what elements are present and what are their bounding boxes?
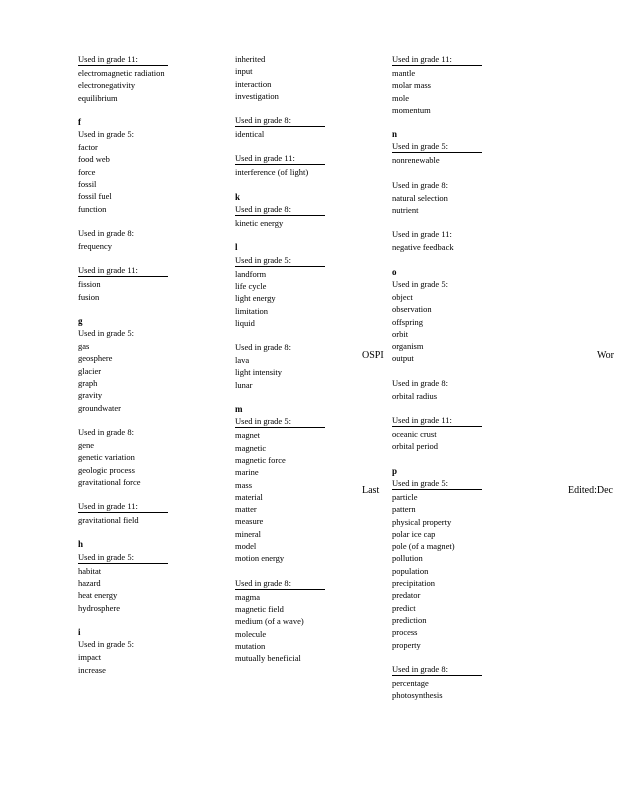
vocabulary-term: kinetic energy [235, 218, 284, 229]
term-group [78, 264, 168, 303]
term-group [78, 227, 168, 252]
grade-heading: Used in grade 8: [78, 426, 134, 437]
section-letter: m [235, 404, 243, 415]
grade-heading: Used in grade 5: [392, 278, 448, 289]
grade-heading: Used in grade 5: [78, 129, 134, 140]
grade-heading: Used in grade 5: [235, 416, 325, 428]
term-group [392, 377, 482, 402]
vocabulary-term: output [392, 353, 414, 364]
vocabulary-term: predict [392, 602, 416, 613]
vocabulary-term: mantle [392, 68, 416, 78]
vocabulary-term: inherited [235, 54, 266, 64]
term-group [78, 315, 168, 414]
vocabulary-term: liquid [235, 317, 255, 328]
vocabulary-term: genetic variation [78, 452, 135, 463]
term-group [235, 241, 325, 329]
vocabulary-term: equilibrium [78, 92, 118, 103]
term-group [235, 114, 325, 140]
vocabulary-term: nutrient [392, 205, 419, 216]
vocabulary-term: impact [78, 652, 102, 663]
section-letter: l [235, 242, 238, 253]
term-group [235, 403, 325, 565]
vocabulary-term: mutation [235, 640, 266, 651]
section-letter: f [78, 116, 81, 127]
vocabulary-term: percentage [392, 677, 429, 688]
vocabulary-term: pole (of a magnet) [392, 541, 455, 552]
vocabulary-term: organism [392, 341, 424, 352]
footer-label-edited: Edited:Dec [568, 485, 613, 496]
term-group [235, 152, 325, 178]
vocabulary-term: gravity [78, 390, 103, 401]
term-group [78, 626, 168, 676]
term-group [235, 577, 325, 665]
vocabulary-term: momentum [392, 104, 431, 115]
vocabulary-term: groundwater [78, 402, 121, 413]
section-letter: g [78, 315, 83, 326]
vocabulary-term: fossil [78, 179, 97, 190]
vocabulary-term: mole [392, 92, 409, 103]
grade-heading: Used in grade 11: [78, 265, 168, 277]
vocabulary-term: mutually beneficial [235, 653, 301, 664]
vocabulary-term: photosynthesis [392, 690, 443, 701]
vocabulary-term: orbit [392, 328, 409, 339]
vocabulary-term: offspring [392, 316, 424, 327]
term-group [78, 116, 168, 215]
grade-heading: Used in grade 8: [392, 179, 448, 190]
vocabulary-term: oceanic crust [392, 429, 437, 440]
glossary-column-2 [235, 53, 325, 676]
vocabulary-term: lava [235, 355, 250, 366]
term-group [392, 414, 482, 453]
vocabulary-term: light intensity [235, 367, 282, 378]
term-group [78, 53, 168, 104]
vocabulary-term: interference (of light) [235, 167, 309, 178]
term-group [235, 191, 325, 230]
vocabulary-term: orbital period [392, 441, 439, 452]
vocabulary-term: hazard [78, 578, 101, 589]
grade-heading: Used in grade 5: [392, 478, 482, 490]
grade-heading: Used in grade 5: [392, 141, 482, 153]
vocabulary-term: limitation [235, 305, 269, 316]
vocabulary-term: precipitation [392, 578, 435, 589]
vocabulary-term: input [235, 66, 253, 77]
vocabulary-term: electronegativity [78, 80, 136, 91]
vocabulary-term: object [392, 291, 413, 302]
footer-label-wor: Wor [597, 350, 614, 361]
vocabulary-term: life cycle [235, 280, 267, 291]
term-group [392, 266, 482, 365]
term-group [392, 465, 482, 651]
term-group [392, 128, 482, 167]
vocabulary-term: prediction [392, 614, 427, 625]
glossary-column-3 [392, 53, 482, 713]
vocabulary-term: force [78, 166, 96, 177]
vocabulary-term: interaction [235, 78, 272, 89]
vocabulary-term: food web [78, 154, 110, 165]
grade-heading: Used in grade 8: [235, 115, 325, 127]
vocabulary-term: increase [78, 664, 106, 675]
vocabulary-term: measure [235, 516, 264, 527]
grade-heading: Used in grade 8: [392, 377, 448, 388]
vocabulary-term: orbital radius [392, 390, 438, 401]
vocabulary-term: lunar [235, 379, 253, 390]
vocabulary-term: gravitational field [78, 515, 139, 526]
term-group [78, 500, 168, 526]
vocabulary-term: predator [392, 590, 421, 601]
vocabulary-term: material [235, 491, 263, 502]
vocabulary-term: polar ice cap [392, 528, 436, 539]
vocabulary-term: mass [235, 479, 252, 490]
vocabulary-term: negative feedback [392, 242, 454, 253]
vocabulary-term: gas [78, 341, 90, 352]
vocabulary-term: magnetic field [235, 603, 284, 614]
grade-heading: Used in grade 8: [392, 664, 482, 676]
grade-heading: Used in grade 11: [392, 54, 482, 66]
vocabulary-term: particle [392, 491, 418, 502]
vocabulary-term: pattern [392, 504, 416, 515]
term-group [78, 538, 168, 613]
term-group [392, 179, 482, 217]
vocabulary-term: population [392, 565, 429, 576]
vocabulary-term: pollution [392, 553, 423, 564]
grade-heading: Used in grade 11: [392, 229, 452, 240]
vocabulary-term: gravitational force [78, 476, 141, 487]
grade-heading: Used in grade 11: [78, 501, 168, 513]
section-letter: p [392, 465, 398, 476]
glossary-column-1 [78, 53, 168, 688]
vocabulary-term: electromagnetic radiation [78, 68, 165, 78]
vocabulary-term: graph [78, 378, 98, 389]
vocabulary-term: hydrosphere [78, 602, 121, 613]
section-letter: h [78, 539, 84, 550]
vocabulary-term: mineral [235, 528, 261, 539]
vocabulary-term: fossil fuel [78, 191, 112, 202]
grade-heading: Used in grade 5: [78, 328, 134, 339]
grade-heading: Used in grade 8: [235, 578, 325, 590]
vocabulary-term: model [235, 541, 257, 552]
vocabulary-term: matter [235, 504, 257, 515]
vocabulary-term: marine [235, 467, 259, 478]
grade-heading: Used in grade 5: [78, 639, 134, 650]
vocabulary-term: molecule [235, 628, 267, 639]
footer-label-last: Last [362, 485, 380, 496]
grade-heading: Used in grade 8: [235, 342, 291, 353]
term-group [235, 341, 325, 391]
term-group [392, 53, 482, 116]
vocabulary-term: landform [235, 268, 267, 279]
vocabulary-term: property [392, 639, 421, 650]
vocabulary-term: geologic process [78, 464, 135, 475]
section-letter: n [392, 129, 398, 140]
vocabulary-term: fusion [78, 291, 100, 302]
vocabulary-term: identical [235, 129, 265, 140]
vocabulary-term: molar mass [392, 80, 431, 91]
grade-heading: Used in grade 11: [235, 153, 325, 165]
vocabulary-term: function [78, 203, 107, 214]
vocabulary-term: frequency [78, 240, 112, 251]
vocabulary-term: magnetic force [235, 454, 286, 465]
vocabulary-term: factor [78, 142, 98, 153]
term-group [235, 53, 325, 102]
vocabulary-term: natural selection [392, 192, 448, 203]
grade-heading: Used in grade 5: [235, 255, 325, 267]
vocabulary-term: medium (of a wave) [235, 616, 304, 627]
footer-label-ospi: OSPI [362, 350, 384, 361]
grade-heading: Used in grade 8: [235, 204, 325, 216]
vocabulary-term: nonrenewable [392, 155, 440, 166]
vocabulary-term: fission [78, 279, 101, 290]
grade-heading: Used in grade 5: [78, 552, 168, 564]
grade-heading: Used in grade 8: [78, 227, 134, 238]
vocabulary-term: physical property [392, 516, 452, 527]
vocabulary-term: process [392, 627, 418, 638]
vocabulary-term: motion energy [235, 553, 285, 564]
vocabulary-term: magma [235, 591, 261, 602]
vocabulary-term: magnet [235, 430, 261, 441]
term-group [392, 663, 482, 702]
vocabulary-term: gene [78, 439, 95, 450]
term-group [392, 228, 482, 253]
term-group [78, 426, 168, 488]
section-letter: k [235, 191, 241, 202]
grade-heading: Used in grade 11: [78, 54, 168, 66]
section-letter: o [392, 266, 397, 277]
vocabulary-term: heat energy [78, 590, 118, 601]
vocabulary-term: glacier [78, 365, 102, 376]
vocabulary-term: observation [392, 304, 432, 315]
section-letter: i [78, 626, 81, 637]
vocabulary-term: investigation [235, 90, 279, 101]
grade-heading: Used in grade 11: [392, 415, 482, 427]
vocabulary-term: magnetic [235, 442, 267, 453]
vocabulary-term: habitat [78, 565, 102, 576]
vocabulary-term: geosphere [78, 353, 113, 364]
vocabulary-term: light energy [235, 293, 276, 304]
